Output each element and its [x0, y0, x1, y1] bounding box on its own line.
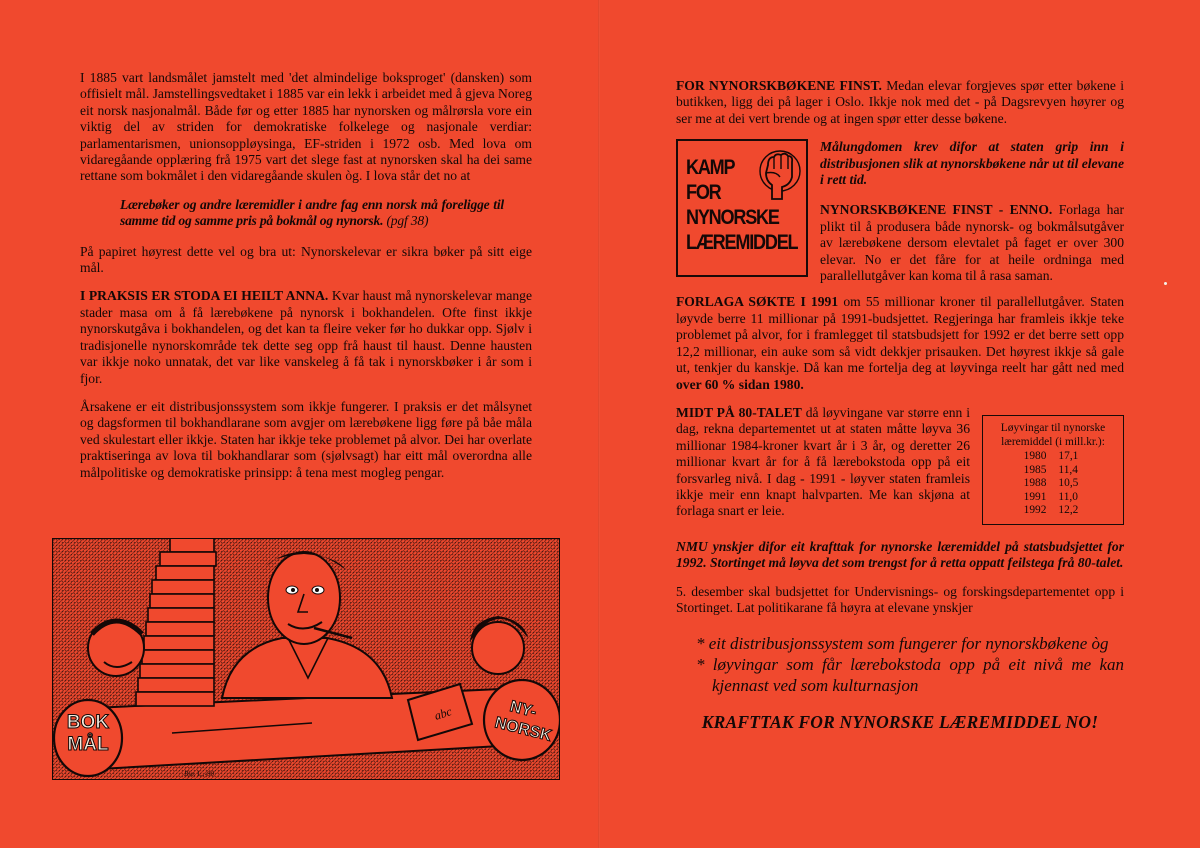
campaign-line-4: LÆREMIDDEL — [686, 231, 798, 255]
table-year: 1980 — [1023, 450, 1047, 463]
paper-paragraph: På papiret høyrest dette vel og bra ut: Nynorskelevar er sikra bøker på sitt eige mål. — [80, 243, 532, 276]
campaign-line-1: KAMP — [686, 156, 735, 180]
cartoon-signature: Bjø. L..-90 — [184, 770, 214, 778]
table-row — [1020, 450, 1087, 463]
finst-paragraph — [676, 78, 1124, 127]
page-fold — [598, 0, 600, 848]
finst-text: Medan elevar forgjeves spør etter bøkene i butikken, ligg dei på lager i Oslo. Ikkje nok med det - på Dagsrevyen høyrer og ser me at dei vert brende og at ingen spør etter desse bøkene. — [676, 78, 1124, 126]
table-row — [1020, 504, 1087, 517]
midt-lead: MIDT PÅ 80-TALET — [676, 404, 802, 420]
forlaga-tail: over 60 % sidan 1980. — [676, 376, 804, 392]
raised-fist-icon — [750, 147, 804, 209]
left-page — [80, 70, 532, 493]
sack-nynorsk-line2: NORSK — [492, 714, 554, 745]
forlaga-paragraph — [676, 294, 1124, 392]
enno-text: Forlaga har plikt til å produsera både nynorsk- og bokmålsutgåver av lærebøkene dersom elevtalet på faget er over 300 elevar. No er det fåre for at heile ordninga med parallellutgåver kan koma til å rasa saman. — [820, 202, 1125, 284]
allocation-table-title-1: Løyvingar til nynorske — [1000, 421, 1106, 434]
nmu-statement: NMU ynskjer difor eit krafttak for nynorske læremiddel på statsbudsjettet for 1992. Stortinget må løyva det som trengst for å retta oppatt feilstega frå 80-talet. — [676, 538, 1124, 571]
finst-lead: FOR NYNORSKBØKENE FINST. — [676, 78, 882, 93]
law-quote-ref: (pgf 38) — [386, 213, 429, 229]
table-row — [1020, 477, 1087, 490]
enno-lead: NYNORSKBØKENE FINST - ENNO. — [820, 202, 1053, 218]
sack-nynorsk-line1: NY- — [508, 698, 539, 722]
table-year: 1991 — [1023, 490, 1047, 503]
malungdomen-note: Målungdomen krev difor at staten grip inn i distribusjonen slik at nynorskbøkene når ut til elevane i rett tid. — [820, 139, 1125, 188]
allocation-table-rows — [1020, 450, 1087, 517]
midt-paragraph — [676, 405, 970, 525]
praksis-lead: I PRAKSIS ER STODA EI HEILT ANNA. — [80, 288, 329, 304]
enno-paragraph — [820, 202, 1124, 284]
table-row — [1020, 491, 1087, 504]
intro-paragraph: I 1885 vart landsmålet jamstelt med 'det almindelige boksproget' (dansken) som offisielt mål. Jamstellingsvedtaket i 1885 var ein lekk i arbeidet med å gjeva Noreg eit norsk nasjonalmål. Både før og etter 1885 har nynorsken og målrørsla vore ein viktig del av striden for demokratiske folkelege og nasjonale verdiar: parlamentarismen, unionsoppløysinga, EF-striden i 1972 osb. Med lova om vidaregåande opplæring frå 1975 vart det slege fast at nynorsken skal ha dei same rettane som bokmålet i den vidaregåande skulen òg. I lova står det no at — [80, 70, 532, 184]
table-amount: 11,0 — [1058, 490, 1078, 503]
abc-book-label: abc — [432, 704, 454, 723]
law-quote-text: Lærebøker og andre læremidler i andre fag enn norsk må foreligge til samme tid og samme pris på bokmål og nynorsk. — [120, 196, 504, 229]
table-year: 1985 — [1023, 463, 1047, 476]
campaign-line-2: FOR — [686, 181, 721, 205]
cartoon-illustration — [52, 538, 560, 780]
forlaga-lead: FORLAGA SØKTE I 1991 — [676, 294, 839, 310]
paper-speck — [1164, 282, 1167, 285]
table-amount: 17,1 — [1058, 450, 1079, 463]
praksis-paragraph — [80, 288, 532, 386]
slogan: KRAFTTAK FOR NYNORSKE LÆREMIDDEL NO! — [701, 711, 1099, 732]
table-year: 1988 — [1023, 477, 1047, 490]
campaign-box — [676, 139, 808, 277]
campaign-box-text — [820, 139, 1124, 284]
sack-bokmal-line2: MÅL — [67, 734, 109, 755]
december-paragraph: 5. desember skal budsjettet for Undervisnings- og forskingsdepartementet opp i Stortinget. Lat politikarane få høyra at elevane ynskjer — [676, 583, 1124, 616]
table-amount: 12,2 — [1058, 503, 1079, 516]
table-amount: 11,4 — [1058, 463, 1078, 476]
forlaga-text: om 55 millionar kroner til parallellutgåver. Staten løyvde berre 11 millionar på 1991-budsjettet. Regjeringa har framleis ikkje teke problemet på alvor, for i framlegget til statsbudsjett for 1992 er det berre sett opp 12,2 millionar, ein auke som så vidt dekkjer prisauken. Det høyrest ikkje så gale ut, tenkjer du kanskje. Då kan me fortelja deg at løyvinga reelt har gått ned med — [676, 294, 1124, 376]
table-row — [1020, 464, 1087, 477]
sack-bokmal-line1: BOK — [66, 712, 110, 733]
stats-row — [676, 405, 1124, 525]
allocation-table-title-2: læremiddel (i mill.kr.): — [1001, 436, 1105, 449]
campaign-box-row — [676, 139, 1124, 284]
causes-paragraph: Årsakene er eit distribusjonssystem som ikkje fungerer. I praksis er det målsynet og dagsformen til bokhandlarane som avgjer om lærebøkene ligg føre på båe måla ved skulestart eller ikkje. Staten har ikkje teke problemet på alvor. Dei har overlate praktiseringa av lova til bokhandlarar som (sjølvsagt) har eitt mål overordna alle målpolitiske og demokratiske prinsipp: å tena mest mogleg pengar. — [80, 398, 532, 480]
campaign-line-3: NYNORSKE — [686, 206, 779, 230]
demand-item-2: * løyvingar som får lærebokstoda opp på eit nivå me kan kjennast ved som kulturnasjon — [696, 654, 1124, 695]
praksis-text: Kvar haust må nynorskelevar mange stader masa om å få lærebøkene på nynorsk i bokhandelen. Ofte finst ikkje nynorskutgåva i bokhandelen, og det kan ta fleire veker før ho dukkar opp. Sjølv i tradisjonelle nynorskområde tek dette seg opp frå haust til haust. Denne hausten var ikkje noko unnatak, det var like vanskeleg å få tak i nynorskbøker i år som i fjor. — [80, 288, 532, 386]
demand-item-1: * eit distribusjonssystem som fungerer for nynorskbøkene òg — [696, 633, 1109, 653]
demands-list — [696, 633, 1124, 696]
table-year: 1992 — [1023, 503, 1047, 516]
midt-text: då løyvingane var større enn i dag, rekna departementet ut at staten måtte løyva 36 millionar 1984-kroner kvart år i 3 år, og deretter 26 millionar kvart år for å få lærebokstoda opp på eit forsvarleg nivå. I dag - 1991 - løyver staten framleis ikkje meir enn knapt halvparten. Me kan skjøna at forlaga snart er leie. — [676, 404, 970, 519]
law-quote — [120, 197, 504, 230]
allocation-table — [982, 415, 1124, 525]
table-amount: 10,5 — [1058, 477, 1079, 490]
right-page — [676, 78, 1124, 730]
